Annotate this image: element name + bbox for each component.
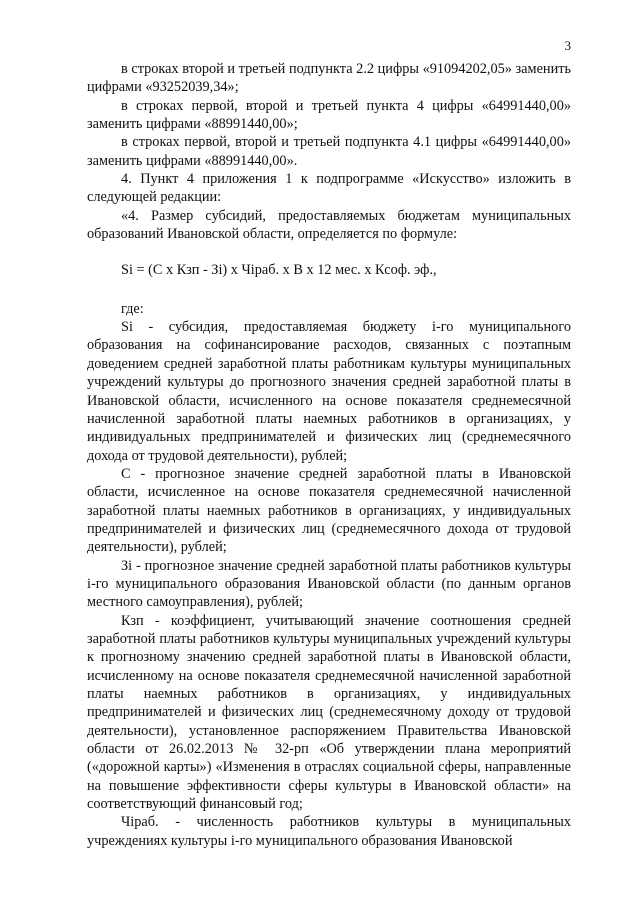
amendment-paragraph-3: в строках первой, второй и третьей подпункта 4.1 цифры «64991440,00» заменить цифрами «88991440,00». — [87, 134, 571, 169]
amendment-paragraph-2: в строках первой, второй и третьей пункта 4 цифры «64991440,00» заменить цифрами «88991440,00»; — [87, 97, 571, 133]
definition-zi: Зi - прогнозное значение средней заработной платы работников культуры i-го муниципального образования Ивановской области (по данным органов местного самоуправления), рублей; — [87, 557, 571, 611]
subsidy-formula: Si = (С х Кзп - Зi) х Чiраб. х В х 12 мес. х Ксоф. эф., — [121, 262, 437, 279]
where-label: где: — [121, 300, 144, 317]
page-number: 3 — [564, 38, 571, 53]
definition-c: С - прогнозное значение средней заработной платы в Ивановской области, исчисленное на основе показателя среднемесячной начисленной заработной платы наемных работников в организациях, у индивидуальных предпринимателей и физических лиц (среднемесячного дохода от трудовой деятельности), рублей; — [87, 465, 571, 556]
subsidy-size-paragraph: «4. Размер субсидий, предоставляемых бюджетам муниципальных образований Ивановской области, определяется по формуле: — [87, 207, 571, 243]
definition-chirab: Чiраб. - численность работников культуры в муниципальных учреждениях культуры i-го муниципального образования Ивановской — [87, 814, 571, 849]
item-4-paragraph: 4. Пункт 4 приложения 1 к подпрограмме «Искусство» изложить в следующей редакции: — [87, 171, 571, 206]
amendment-paragraph-1: в строках второй и третьей подпункта 2.2 цифры «91094202,05» заменить цифрами «93252039,34»; — [87, 61, 571, 96]
document-body — [87, 60, 571, 850]
definition-si: Si - субсидия, предоставляемая бюджету i-го муниципального образования на софинансирование расходов, связанных с поэтапным доведением средней заработной платы работникам культуры муниципальных учреждений культуры до прогнозного значения средней заработной платы в Ивановской области, исчисленного на основе показателя среднемесячной начисленной заработной платы наемных работников в организациях, у индивидуальных предпринимателей и физических лиц (среднемесячного дохода от трудовой деятельности), рублей; — [87, 319, 571, 464]
definition-kzp: Кзп - коэффициент, учитывающий значение соотношения средней заработной платы работников культуры муниципальных учреждений культуры к прогнозному значению средней заработной платы в Ивановской области, исчисленному на основе показателя среднемесячной начисленной заработной платы наемных работников в организациях, у индивидуальных предпринимателей и физических лиц (среднемесячному доходу от трудовой деятельности), установленное распоряжением Правительства Ивановской области от 26.02.2013 № 32-рп «Об утверждении плана мероприятий («дорожной карты») «Изменения в отраслях социальной сферы, направленные на повышение эффективности сферы культуры в Ивановской области» на соответствующий финансовый год; — [87, 612, 571, 813]
